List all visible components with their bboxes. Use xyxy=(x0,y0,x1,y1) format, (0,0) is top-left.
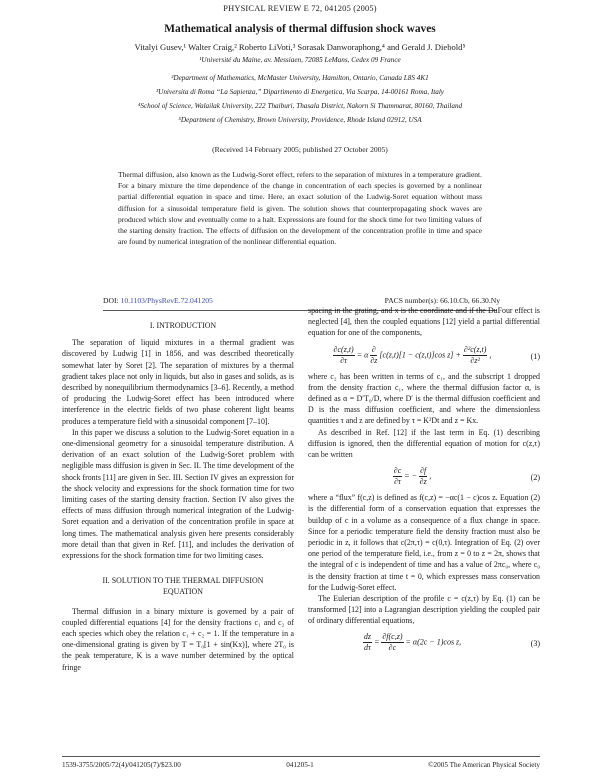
right-paragraph-1: spacing in the grating, and x is the coordinate and if the DuFour effect is neglected [4], then the coupled equations [12] yield a partial differential equation for one of the components, xyxy=(308,306,540,338)
right-paragraph-3: As described in Ref. [12] if the last term in Eq. (1) describing diffusion is ignored, then the differential equation of motion for c(z,τ) can be written xyxy=(308,427,540,460)
equation-1-number: (1) xyxy=(530,351,540,361)
abstract: Thermal diffusion, also known as the Ludwig-Soret effect, refers to the separation of mixtures in a temperature gradient. For a binary mixture the time dependence of the change in concentration of each species is governed by a nonlinear partial differential equation in space and time. Here, an exact solution of the Ludwig-Soret equation without mass diffusion for a sinusoidal temperature field is given. The solution shows that counterpropagating shock waves are produced which slow and eventually come to a halt. Expressions are found for the shock time for two limiting values of the starting density fraction. The effects of diffusion on the development of the concentration profile in time and space are found by numerical integration of the nonlinear differential equation. xyxy=(118,170,482,247)
right-paragraph-5: The Eulerian description of the profile c = c(z,τ) by Eq. (1) can be transformed [12] into a Lagrangian description yielding the coupled pair of ordinary differential equations, xyxy=(308,594,540,626)
affiliation-3: ³Universita di Roma “La Sapienza,” Dipartimento di Energetica, Via Scarpa, 14-00161 Roma, Italy xyxy=(155,88,445,96)
paper-title: Mathematical analysis of thermal diffusion shock waves xyxy=(164,23,436,35)
doi-line xyxy=(103,296,213,305)
solution-paragraph-1: Thermal diffusion in a binary mixture is governed by a pair of coupled differential equations [4] for the density fractions c₁ and c₂ of each species which obey the relation c₁ + c₂ = 1. If the temperature in a one-dimensional grating is given by T = T₀[1 + sin(Kx)], where 2T₀ is the peak temperature, K is a wave number determined by the optical fringe xyxy=(62,606,294,672)
left-column xyxy=(62,320,294,673)
intro-paragraph-1: The separation of liquid mixtures in a thermal gradient was discovered by Ludwig [1] in 1856, and was described theoretically somewhat later by Soret [2]. The separation of mixtures by a thermal gradient takes place not only in liquids, but also in gases and solids, as is described by nonequilibrium thermodynamics [3–6]. Recently, a method of producing the Ludwig-Soret effect has been introduced where interference in the electric fields of two phase coherent light beams produces a temperature field with a sinusoidal component [7–10]. xyxy=(62,338,294,426)
right-paragraph-4: where a “flux” f(c,z) is defined as f(c,z) = −αc(1 − c)cos z. Equation (2) is the differential form of a conservation equation that expresses the buildup of c in a volume as a consequence of a flux change in space. Since for a periodic temperature field the density fraction must also be periodic in z, it follows that c(2π,τ) = c(0,τ). Integration of Eq. (2) over one period of the temperature field, i.e., from z = 0 to z = 2π, shows that the integral of c is independent of time and has a value of 2πc₀, where c₀ is the density fraction at time t = 0, which expresses mass conservation for the Ludwig-Soret effect. xyxy=(308,493,540,592)
equation-3-number: (3) xyxy=(530,638,540,648)
doi-label: DOI: xyxy=(103,296,119,305)
affiliation-5: ⁵Department of Chemistry, Brown University, Providence, Rhode Island 02912, USA xyxy=(178,116,422,124)
section-heading-solution-cont: EQUATION xyxy=(163,587,203,597)
affiliation-1: ¹Université du Maine, av. Messiaen, 72085 LeMans, Cedex 09 France xyxy=(199,56,401,64)
right-column xyxy=(308,305,540,656)
eq1-rhs-fraction: $\frac{\text{∂²c(z,t)}}{\text{∂z²}}$ xyxy=(463,344,487,365)
eq3-lhs-fraction: $\frac{dz}{d\tau}$ xyxy=(363,631,371,652)
eq1-lhs-fraction: $\frac{\partial c(z,t)}{\partial\tau}$ xyxy=(333,344,354,365)
affiliation-4: ⁴School of Science, Walailak University, 222 Thaiburi, Thasala District, Nakorn Si Thammarat, 80160, Thailand xyxy=(137,102,463,110)
right-paragraph-2: where c₂ has been written in terms of c₁, and the subscript 1 dropped from the density fraction c₁, where the thermal diffusion factor α, is defined as α = D′T₀/D, where D′ is the thermal diffusion coefficient and D is the mass diffusion coefficient, and where the dimensionless quantities τ and z are defined by τ = K²Dt and z = Kx. xyxy=(308,371,540,426)
footer-issn: 1539-3755/2005/72(4)/041205(7)/$23.00 xyxy=(62,761,181,769)
section-heading-introduction: I. INTRODUCTION xyxy=(149,321,217,330)
footer-divider xyxy=(62,756,540,757)
eq3-rhs-fraction: $\frac{\partial f(c,z)}{\partial c}$ xyxy=(382,631,403,652)
journal-header: PHYSICAL REVIEW E 72, 041205 (2005) xyxy=(223,4,377,13)
equation-1: $\frac{\partial c(z,t)}{\partial\tau}$ = α $\frac{\partial}{\partial z}$ [c(z,t)[1 − c(z,t)]cos z] + $\frac{\text{∂²c(z,t)}}{\text{∂z²}}$ , (1) xyxy=(333,344,540,365)
affiliation-2: ²Department of Mathematics, McMaster University, Hamilton, Ontario, Canada L8S 4K1 xyxy=(171,74,429,82)
eq2-lhs-fraction: $\frac{\partial c}{\partial\tau}$ xyxy=(393,466,402,487)
intro-paragraph-2: In this paper we discuss a solution to the Ludwig-Soret equation in a one-dimensional geometry for a sinusoidal temperature distribution. A derivation of an exact solution of the Ludwig-Soret problem with negligible mass diffusion is given in Sec. II. The time development of the shock fronts [11] are given in Sec. III. Section IV gives an expression for the shock velocity and expressions for the shock formation time for two limiting cases of the starting density fraction. Section IV also gives the effects of mass diffusion through numerical integration of the Ludwig-Soret equation and a derivation of the concentration profile in space at long times. The mathematical analysis given here presents considerably more detail than that given in Ref. [11], and includes the derivation of expressions for the shock formation time for two limiting cases. xyxy=(62,427,294,561)
equation-2-number: (2) xyxy=(530,473,540,483)
footer-page-number: 041205-1 xyxy=(286,761,314,769)
doi-link[interactable]: 10.1103/PhysRevE.72.041205 xyxy=(120,296,213,305)
eq1-derivative-operator: $\frac{\partial}{\partial z}$ xyxy=(370,344,378,365)
equation-2: $\frac{\partial c}{\partial\tau}$ = − $\frac{\partial f}{\partial z}$ , (2) xyxy=(393,466,540,487)
pacs-numbers: PACS number(s): 66.10.Cb, 66.30.Ny xyxy=(384,296,500,305)
received-dates: (Received 14 February 2005; published 27 October 2005) xyxy=(212,145,388,154)
eq2-rhs-fraction: $\frac{\partial f}{\partial z}$ xyxy=(419,466,427,487)
section-heading-solution: II. SOLUTION TO THE THERMAL DIFFUSION xyxy=(102,576,264,586)
author-list: Vitalyi Gusev,¹ Walter Craig,² Roberto LiVoti,³ Sorasak Danworaphong,⁴ and Gerald J. Diebold⁵ xyxy=(134,42,466,52)
footer-copyright: ©2005 The American Physical Society xyxy=(428,761,540,769)
equation-3: $\frac{dz}{d\tau}$ = $\frac{\partial f(c,z)}{\partial c}$ = α(2c − 1)cos z, (3) xyxy=(363,631,540,652)
